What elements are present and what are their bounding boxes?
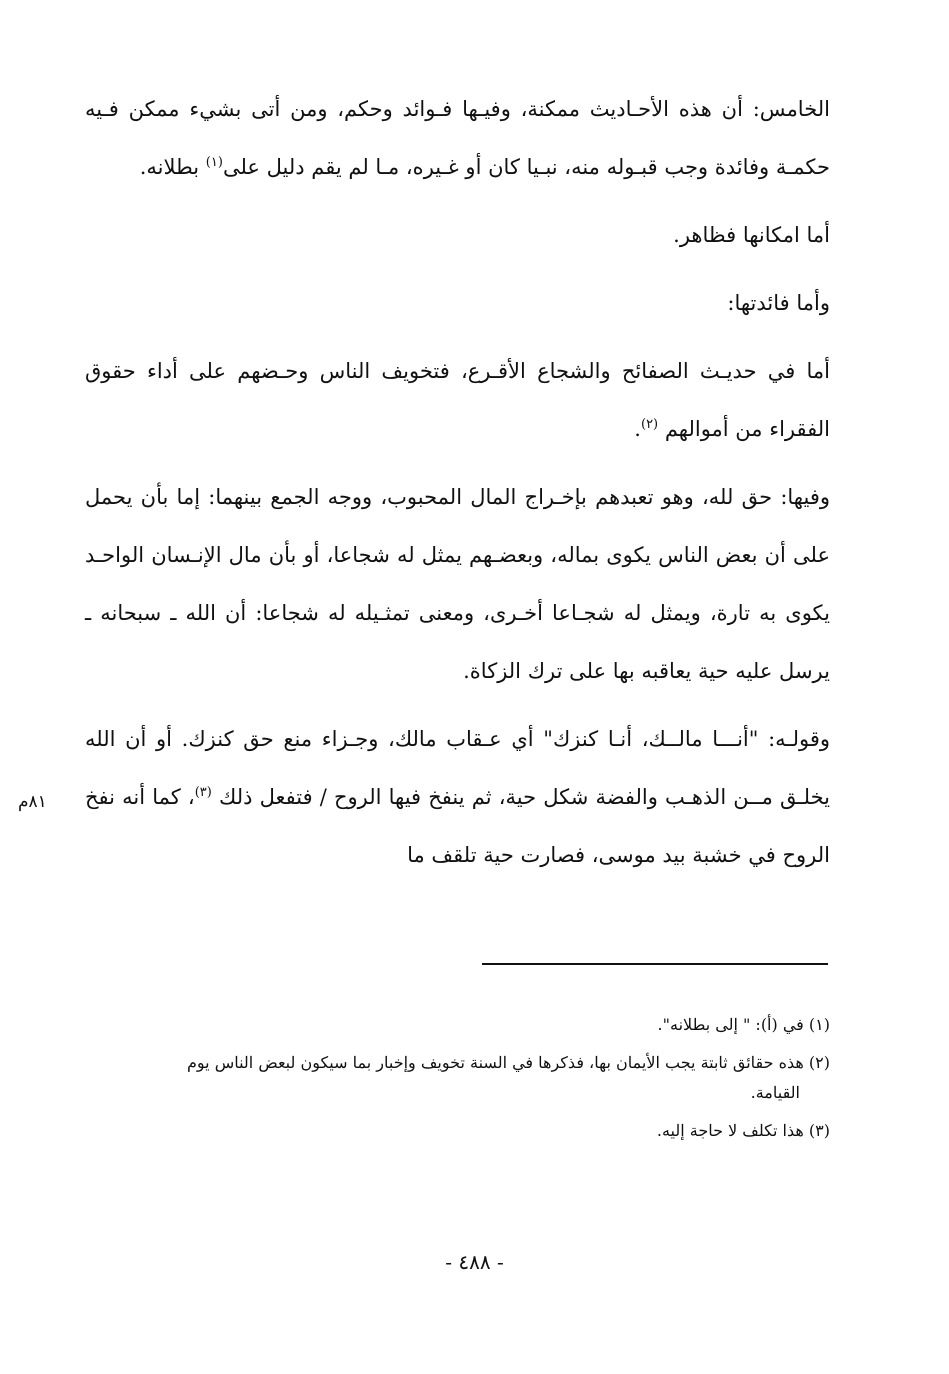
page-number: - ٤٨٨ - <box>445 1250 504 1274</box>
paragraph-text: وقولـه: "أنـــا مالــك، أنـا كنزك" أي عـقاب مالك، وجـزاء منع حق كنزك. أو أن الله يخلـق مــن الذهـب والفضة شكل حية، ثم ينفخ فيها الروح / فتفعل ذلك <box>85 727 830 809</box>
footnote-number: (٢) <box>808 1053 830 1072</box>
manuscript-folio-note: ٨١م <box>18 792 47 812</box>
footnote-number: (٣) <box>808 1121 830 1140</box>
paragraph-text: وفيها: حق لله، وهو تعبدهم بإخـراج المال المحبوب، ووجه الجمع بينهما: إما بأن يحمل على أن بعض الناس يكوى بماله، وبعضـهم يمثل له شجاعا، أو بأن مال الإنـسان الواحـد يكوى به تارة، ويمثل له شجـاعا أخـرى، ومعنى تمثـيله له شجاعا: أن الله ـ سبحانه ـ يرسل عليه حية يعاقبه بها على ترك الزكاة. <box>85 485 830 683</box>
footnote-text: هذه حقائق ثابتة يجب الأيمان بها، فذكرها في السنة تخويف وإخبار بما سيكون لبعض الناس يوم <box>186 1053 804 1072</box>
footnote-text: هذا تكلف لا حاجة إليه. <box>656 1121 804 1140</box>
footnote-text-continued: القيامة. <box>750 1083 800 1102</box>
paragraph-treasure <box>85 710 830 884</box>
footnote-number: (١) <box>808 1015 830 1034</box>
paragraph-text-end: ، كما أنه نفخ الروح في خشبة بيد موسى، فصارت حية تلقف ما <box>85 785 830 867</box>
footnote-3 <box>85 1116 830 1146</box>
paragraph-text-end: بطلانه. <box>139 155 206 179</box>
footnote-divider <box>482 963 828 965</box>
paragraph-benefit-heading <box>85 274 830 332</box>
footnote-2 <box>85 1048 830 1108</box>
paragraph-plates-hadith <box>85 342 830 458</box>
paragraph-text: أما في حديـث الصفائح والشجاع الأقـرع، فتخويف الناس وحـضهم على أداء حقوق الفقراء من أموالهم <box>85 359 830 441</box>
paragraph-text: الخامس: أن هذه الأحـاديث ممكنة، وفيـها فـوائد وحكم، ومن أتى بشيء ممكن فـيه حكمـة وفائدة وجب قبـوله منه، نبـيا كان أو غـيره، مـا لم يقم دليل على <box>85 97 830 179</box>
paragraph-text: وأما فائدتها: <box>727 291 830 315</box>
paragraph-text: أما امكانها فظاهر. <box>673 223 830 247</box>
paragraph-reconciliation <box>85 468 830 700</box>
paragraph-text-end: . <box>634 417 641 441</box>
footnotes <box>85 1010 830 1154</box>
footnote-text: في (أ): " إلى بطلانه". <box>657 1015 804 1034</box>
main-text <box>85 80 830 894</box>
footnote-1 <box>85 1010 830 1040</box>
footnote-ref-2: (٢) <box>640 417 659 432</box>
paragraph-fifth-point <box>85 80 830 196</box>
footnote-ref-1: (١) <box>205 155 223 170</box>
footnote-ref-3: (٣) <box>194 785 212 800</box>
paragraph-possibility <box>85 206 830 264</box>
